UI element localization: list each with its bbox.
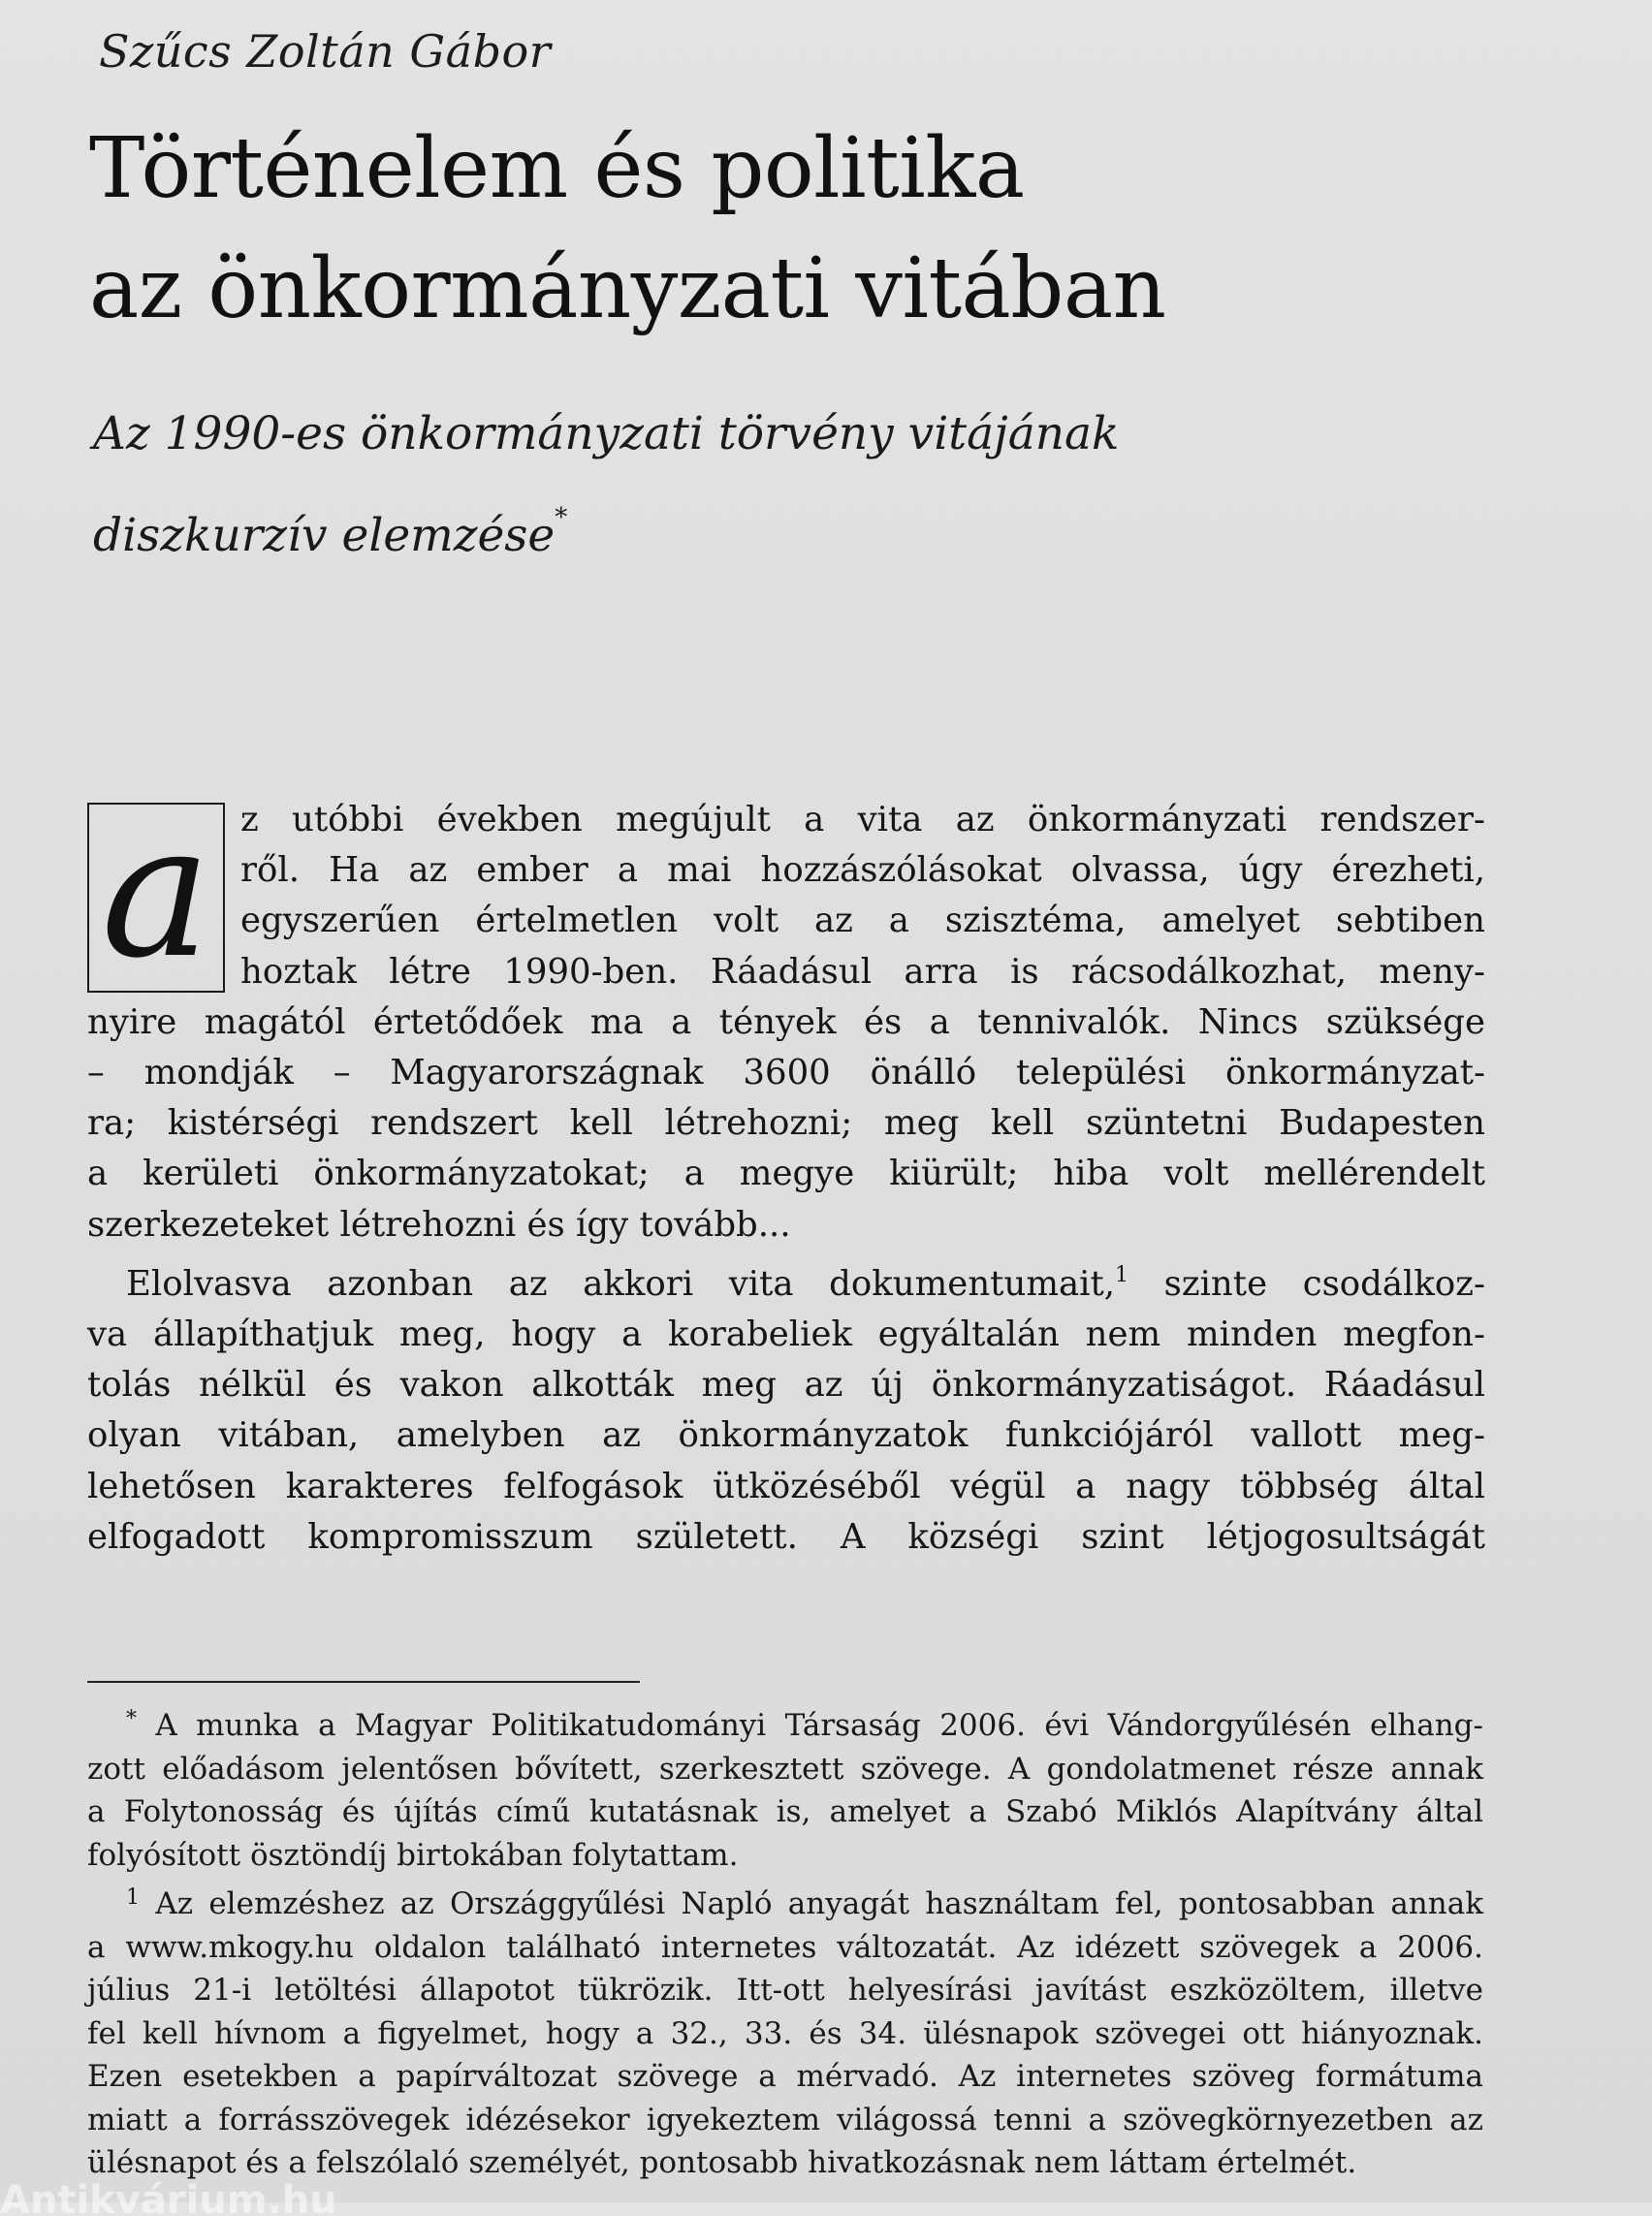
text-line: nyire magától értetődőek ma a tények és a tennivalók. Nincs szüksége [87, 1001, 1485, 1042]
article-subtitle [93, 393, 1547, 578]
text-line: hoztak létre 1990-ben. Ráadásul arra is rácsodálkozhat, meny- [240, 951, 1485, 992]
text-line: szerkezeteket létrehozni és így tovább... [87, 1204, 791, 1245]
subtitle-line: Az 1990-es önkormányzati törvény vitájának [93, 407, 1120, 460]
footnote-line: * A munka a Magyar Politikatudományi Társaság 2006. évi Vándorgyűlésén elhang- [126, 1707, 1483, 1743]
text-fragment: szinte csodálkoz- [1128, 1263, 1485, 1304]
subtitle-text: diszkurzív elemzése [93, 509, 556, 562]
footnote-marker: * [126, 1707, 137, 1731]
footnote-line: miatt a forrásszövegek idézésekor igyekeztem világossá tenni a szövegkörnyezetben az [87, 2102, 1483, 2137]
text-line: va állapíthatjuk meg, hogy a korabeliek egyáltalán nem minden megfon- [87, 1314, 1485, 1355]
footnote-line: a www.mkogy.hu oldalon található internetes változatát. Az idézett szövegek a 2006. [87, 1929, 1483, 1965]
title-line: az önkormányzati vitában [89, 240, 1166, 337]
footnote-line: Ezen esetekben a papírváltozat szövege a mérvadó. Az internetes szöveg formátuma [87, 2059, 1483, 2094]
author-name: Szűcs Zoltán Gábor [99, 25, 552, 78]
footnote-line: folyósított ösztöndíj birtokában folytattam. [87, 1837, 739, 1873]
body-text [87, 784, 1485, 1563]
text-line: ről. Ha az ember a mai hozzászólásokat olvassa, úgy érezheti, [240, 850, 1485, 891]
text-line: tolás nélkül és vakon alkották meg az új önkormányzatiságot. Ráadásul [87, 1365, 1485, 1406]
watermark: Antikvárium.hu [0, 2181, 337, 2216]
title-line: Történelem és politika [89, 120, 1025, 217]
footnote-separator [87, 1681, 640, 1683]
text-line: olyan vitában, amelyben az önkormányzatok funkciójáról vallott meg- [87, 1415, 1485, 1456]
text-line: egyszerűen értelmetlen volt az a szisztéma, amelyet sebtiben [240, 901, 1485, 941]
footnote-marker: 1 [1115, 1262, 1129, 1287]
footnote-marker: 1 [126, 1885, 140, 1910]
footnote-line: július 21-i letöltési állapotot tükrözik. Itt-ott helyesírási javítást eszközöltem, illetve [87, 1973, 1483, 2008]
text-line [87, 1250, 1485, 1310]
text-line: z utóbbi években megújult a vita az önkormányzati rendszer- [240, 800, 1485, 839]
subtitle-line [93, 476, 1547, 578]
footnote-marker: * [555, 503, 568, 532]
text-line: elfogadott kompromisszum született. A községi szint létjogosultságát [87, 1516, 1485, 1557]
text-fragment: Elolvasva azonban az akkori vita dokumentumait, [126, 1263, 1116, 1304]
text-line: – mondják – Magyarországnak 3600 önálló települési önkormányzat- [87, 1053, 1485, 1093]
article-title [89, 109, 1543, 349]
footnote-line: fel kell hívnom a figyelmet, hogy a 32., 33. és 34. ülésnapok szövegei ott hiányoznak. [87, 2015, 1483, 2051]
footnote-line: $^1$ Az elemzéshez az Országgyűlési Napló anyagát használtam fel, pontosabban annak [126, 1885, 1484, 1921]
text-line: a kerületi önkormányzatokat; a megye kiürült; hiba volt mellérendelt [87, 1154, 1485, 1194]
text-line: ra; kistérségi rendszert kell létrehozni; meg kell szüntetni Budapesten [87, 1103, 1485, 1144]
footnote-line: zott előadásom jelentősen bővített, szerkesztett szövege. A gondolatmenet része annak [87, 1751, 1483, 1787]
footnotes [87, 1698, 1483, 2185]
footnote-line: ülésnapot és a felszólaló személyét, pontosabb hivatkozásnak nem láttam értelmét. [87, 2145, 1357, 2180]
text-line: lehetősen karakteres felfogások ütközéséből végül a nagy többség által [87, 1466, 1485, 1506]
drop-cap: a [87, 803, 225, 993]
footnote-line: a Folytonosság és újítás című kutatásnak is, amelyet a Szabó Miklós Alapítvány által [87, 1794, 1483, 1829]
